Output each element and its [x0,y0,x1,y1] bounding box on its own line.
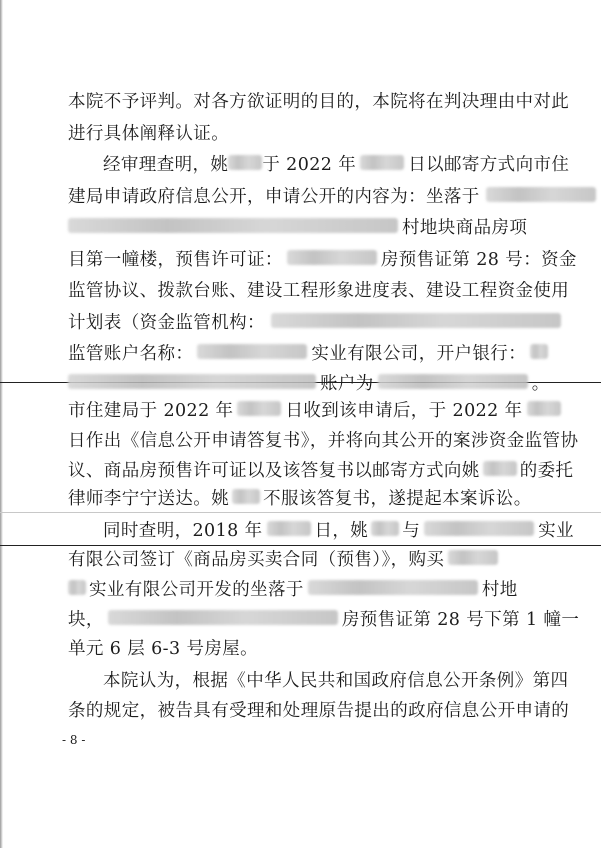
text-line [68,605,601,635]
text-segment: 市住建局于 2022 年 [68,401,234,421]
text-line [68,484,601,514]
text-segment: 不服该答复书，遂提起本案诉讼。 [263,489,532,509]
text-segment: 律师李宁宁送达。姚 [68,489,230,509]
redacted-block [108,610,338,625]
text-line [68,696,601,726]
text-line [68,182,601,212]
redacted-block [68,374,316,389]
text-line [68,456,601,486]
text-segment: 的委托 [519,461,574,481]
redacted-block [360,155,404,170]
text-line [68,339,601,369]
text-line [68,634,601,664]
redacted-block [308,580,478,595]
redacted-block [287,250,377,265]
redacted-block [371,521,399,536]
text-line [68,213,601,243]
text-line [68,396,601,426]
text-segment: 建局申请政府信息公开，申请公开的内容为：坐落于 [68,187,480,207]
text-segment: 日以邮寄方式向市住 [408,155,570,175]
text-segment: 房预售证第 28 号下第 1 幢一 [341,610,580,630]
text-segment: 村地 [481,580,518,600]
text-segment: 本院不予评判。对各方欲证明的目的，本院将在判决理由中对此 [68,92,570,112]
text-line [68,87,601,117]
text-line [68,308,601,338]
text-segment: 条的规定，被告具有受理和处理原告提出的政府信息公开申请的 [68,701,570,721]
page-number: - 8 - [62,733,86,747]
scan-edge-shadow [0,0,3,848]
scan-fold-line [0,512,601,513]
text-line [103,666,601,696]
text-segment: 日收到该申请后，于 2022 年 [285,401,523,421]
redacted-block [483,461,517,476]
text-segment: 日作出《信息公开申请答复书》，并将向其公开的案涉资金监管协 [68,431,579,451]
text-segment: 本院认为，根据《中华人民共和国政府信息公开条例》第四 [103,671,569,691]
text-line [68,119,601,149]
text-segment: 村地块商品房项 [402,218,528,238]
text-segment: 实业有限公司，开户银行： [311,344,527,364]
redacted-block [267,521,311,536]
text-segment: 进行具体阐释认证。 [68,124,230,144]
redacted-block [197,344,307,359]
text-line [68,369,601,399]
text-segment: 与 [402,521,421,541]
text-segment: 日，姚 [314,521,369,541]
text-segment: 房预售证第 28 号：资金 [380,250,577,270]
redacted-block [232,489,260,504]
redacted-block [424,521,534,536]
redacted-block [378,374,528,389]
text-segment: 计划表（资金监管机构： [68,313,265,333]
redacted-block [237,401,281,416]
text-segment: 有限公司签订《商品房买卖合同（预售）》，购买 [68,550,445,570]
text-line [68,575,601,605]
text-line [68,245,601,275]
redacted-block [271,313,561,328]
redacted-block [228,155,262,170]
redacted-block [68,580,86,595]
text-segment: 实业有限公司开发的坐落于 [89,580,304,600]
text-segment: 实业 [538,521,574,541]
text-segment: 单元 6 层 6-3 号房屋。 [68,639,259,659]
text-segment: 账户为 [320,374,374,394]
text-segment: 。 [531,374,550,394]
redacted-block [486,187,596,202]
redacted-block [448,550,498,565]
text-line [103,150,601,180]
text-segment: 监管协议、拨款台账、建设工程形象进度表、建设工程资金使用 [68,281,570,301]
text-line [68,545,601,575]
text-line [68,276,601,306]
text-segment: 议、商品房预售许可证以及该答复书以邮寄方式向姚 [68,461,480,481]
text-line [68,426,601,456]
text-line [103,516,601,546]
redacted-block [530,344,548,359]
text-segment: 监管账户名称： [68,344,194,364]
text-segment: 目第一幢楼，预售许可证： [68,250,283,270]
redacted-block [68,218,398,233]
text-segment: 同时查明，2018 年 [103,521,263,541]
text-segment: 块， [68,610,104,630]
text-segment: 经审理查明，姚 [103,155,229,175]
redacted-block [527,401,561,416]
text-segment: 于 2022 年 [262,155,357,175]
